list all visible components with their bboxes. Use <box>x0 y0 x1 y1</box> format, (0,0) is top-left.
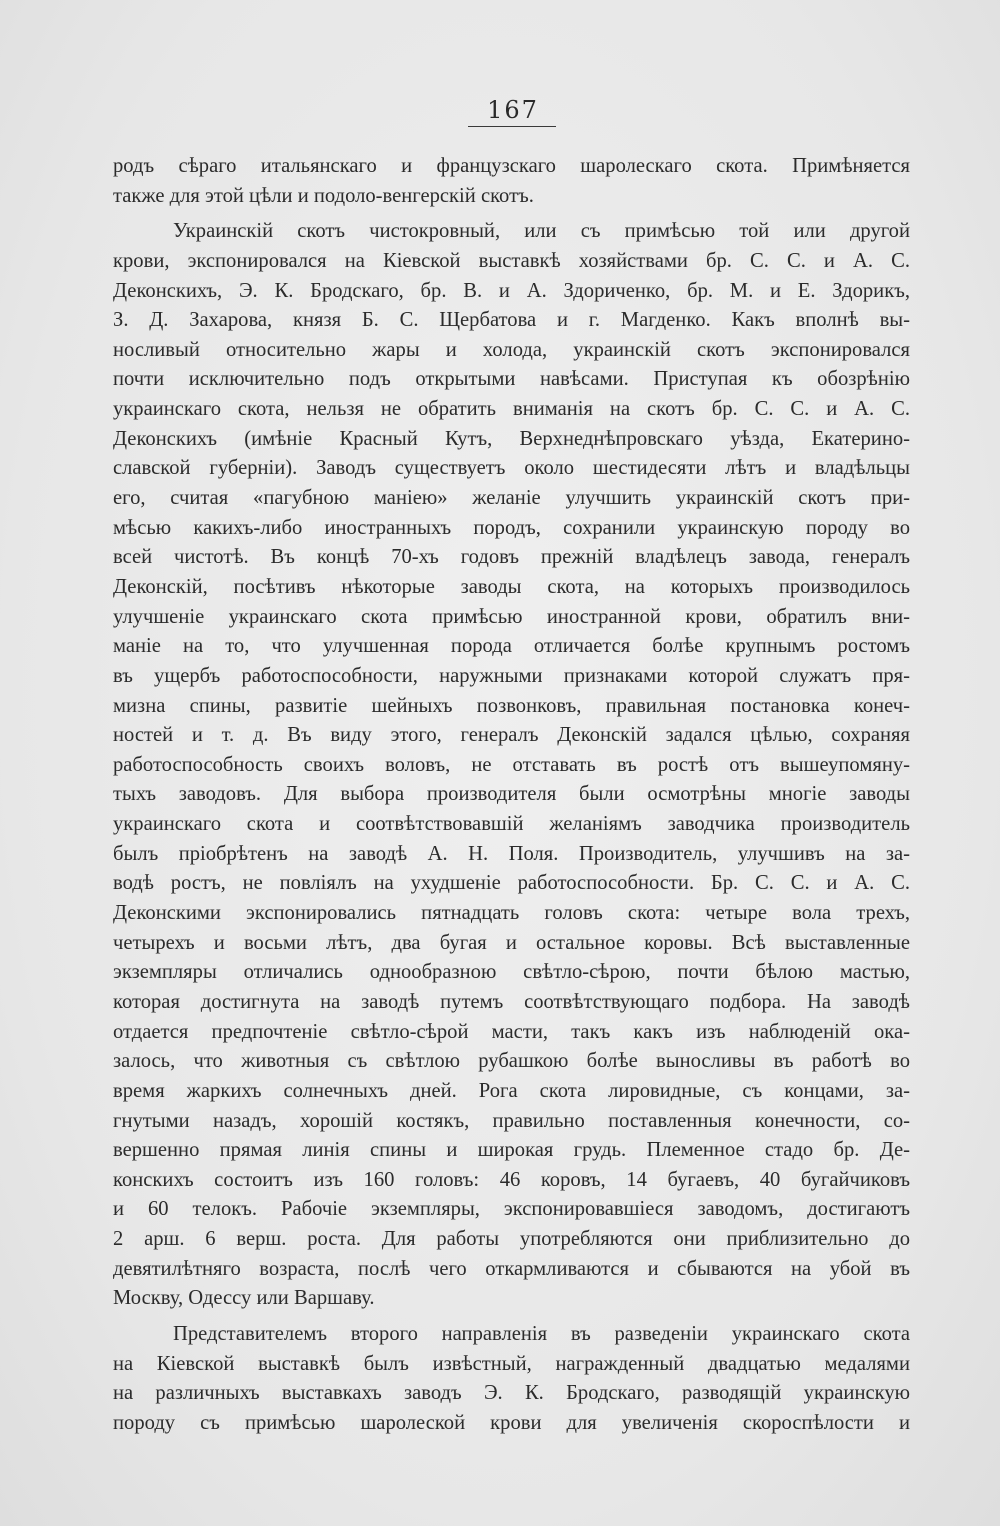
text-line: Деконскими экспонировались пятнадцать головъ скота: четыре вола трехъ, <box>113 902 910 925</box>
paragraph-1 <box>113 152 910 211</box>
text-line: на различныхъ выставкахъ заводъ Э. К. Бродскаго, разводящій украинскую <box>113 1382 910 1405</box>
text-line: экземпляры отличались однообразною свѣтло-сѣрою, почти бѣлою мастью, <box>113 961 910 984</box>
text-line: почти исключительно подъ открытыми навѣсами. Приступая къ обозрѣнію <box>113 368 910 391</box>
text-line: породу съ примѣсью шаролеской крови для увеличенія скороспѣлости и <box>113 1411 910 1434</box>
text-line: девятилѣтняго возраста, послѣ чего откармливаются и сбываются на убой въ <box>113 1257 910 1280</box>
text-line: конскихъ состоитъ изъ 160 головъ: 46 коровъ, 14 бугаевъ, 40 бугайчиковъ <box>113 1168 910 1191</box>
text-line: его, считая «пагубною маніею» желаніе улучшить украинскій скотъ при- <box>113 487 910 510</box>
page-number-rule <box>468 126 556 127</box>
text-line: крови, экспонировался на Кіевской выставкѣ хозяйствами бр. С. С. и А. С. <box>113 249 910 272</box>
text-line: украинскаго скота и соотвѣтствовавшій желаніямъ заводчика производитель <box>113 813 910 836</box>
text-line: Деконскихъ, Э. К. Бродскаго, бр. В. и А. Здориченко, бр. М. и Е. Здорикъ, <box>113 279 910 302</box>
text-line: Москву, Одессу или Варшаву. <box>113 1287 375 1310</box>
text-line: гнутыми назадъ, хорошій костякъ, правильно поставленныя конечности, со- <box>113 1109 910 1132</box>
text-line: также для этой цѣли и подоло-венгерскій скотъ. <box>113 184 534 207</box>
text-line: родъ сѣраго итальянскаго и французскаго шаролескаго скота. Примѣняется <box>113 155 910 177</box>
text-line: вершенно прямая линія спины и широкая грудь. Племенное стадо бр. Де- <box>113 1139 910 1162</box>
text-line: четырехъ и восьми лѣтъ, два бугая и остальное коровы. Всѣ выставленные <box>113 931 910 954</box>
text-line: Представителемъ второго направленія въ разведеніи украинскаго скота <box>173 1322 910 1345</box>
text-line: въ ущербъ работоспособности, наружными признаками которой служатъ пря- <box>113 664 910 687</box>
text-line: всей чистотѣ. Въ концѣ 70-хъ годовъ прежній владѣлецъ завода, генералъ <box>113 546 910 569</box>
page-number: 167 <box>487 96 539 124</box>
text-line: ностей и т. д. Въ виду этого, генералъ Деконскій задался цѣлью, сохраняя <box>113 724 910 747</box>
text-line: носливый относительно жары и холода, украинскій скотъ экспонировался <box>113 338 910 361</box>
text-line: залось, что животныя съ свѣтлою рубашкою болѣе выносливы въ работѣ во <box>113 1050 910 1073</box>
text-line: Деконскихъ (имѣніе Красный Кутъ, Верхнеднѣпровскаго уѣзда, Екатерино- <box>113 427 910 450</box>
text-line: славской губерніи). Заводъ существуетъ около шестидесяти лѣтъ и владѣльцы <box>113 457 910 480</box>
text-line: мѣсью какихъ-либо иностранныхъ породъ, сохранили украинскую породу во <box>113 516 910 539</box>
text-line: улучшеніе украинскаго скота примѣсью иностранной крови, обратилъ вни- <box>113 605 910 628</box>
text-line: и 60 телокъ. Рабочіе экземпляры, экспонировавшіеся заводомъ, достигаютъ <box>113 1198 910 1221</box>
text-line: Украинскій скотъ чистокровный, или съ примѣсью той или другой <box>173 220 910 243</box>
text-line: З. Д. Захарова, князя Б. С. Щербатова и г. Магденко. Какъ вполнѣ вы- <box>113 309 910 332</box>
text-line: тыхъ заводовъ. Для выбора производителя были осмотрѣны многіе заводы <box>113 783 910 806</box>
text-line: на Кіевской выставкѣ былъ извѣстный, награжденный двадцатью медалями <box>113 1352 910 1375</box>
text-line: работоспособность своихъ воловъ, не отставать въ ростѣ отъ вышеупомяну- <box>113 753 910 776</box>
text-line: маніе на то, что улучшенная порода отличается болѣе крупнымъ ростомъ <box>113 635 910 658</box>
text-line: отдается предпочтеніе свѣтло-сѣрой масти, такъ какъ изъ наблюденій ока- <box>113 1020 910 1043</box>
paragraph-3 <box>113 1320 910 1439</box>
body-text <box>113 152 910 1439</box>
paragraph-2 <box>113 217 910 1314</box>
text-line: водѣ ростъ, не повліялъ на ухудшеніе работоспособности. Бр. С. С. и А. С. <box>113 872 910 895</box>
text-line: украинскаго скота, нельзя не обратить вниманія на скотъ бр. С. С. и А. С. <box>113 398 910 421</box>
text-line: время жаркихъ солнечныхъ дней. Рога скота лировидные, съ концами, за- <box>113 1079 910 1102</box>
text-line: 2 арш. 6 верш. роста. Для работы употребляются они приблизительно до <box>113 1228 910 1251</box>
text-line: которая достигнута на заводѣ путемъ соотвѣтствующаго подбора. На заводѣ <box>113 990 910 1013</box>
text-line: былъ пріобрѣтенъ на заводѣ А. Н. Поля. Производитель, улучшивъ на за- <box>113 842 910 865</box>
text-line: мизна спины, развитіе шейныхъ позвонковъ, правильная постановка конеч- <box>113 694 910 717</box>
text-line: Деконскій, посѣтивъ нѣкоторые заводы скота, на которыхъ производилось <box>113 575 910 598</box>
